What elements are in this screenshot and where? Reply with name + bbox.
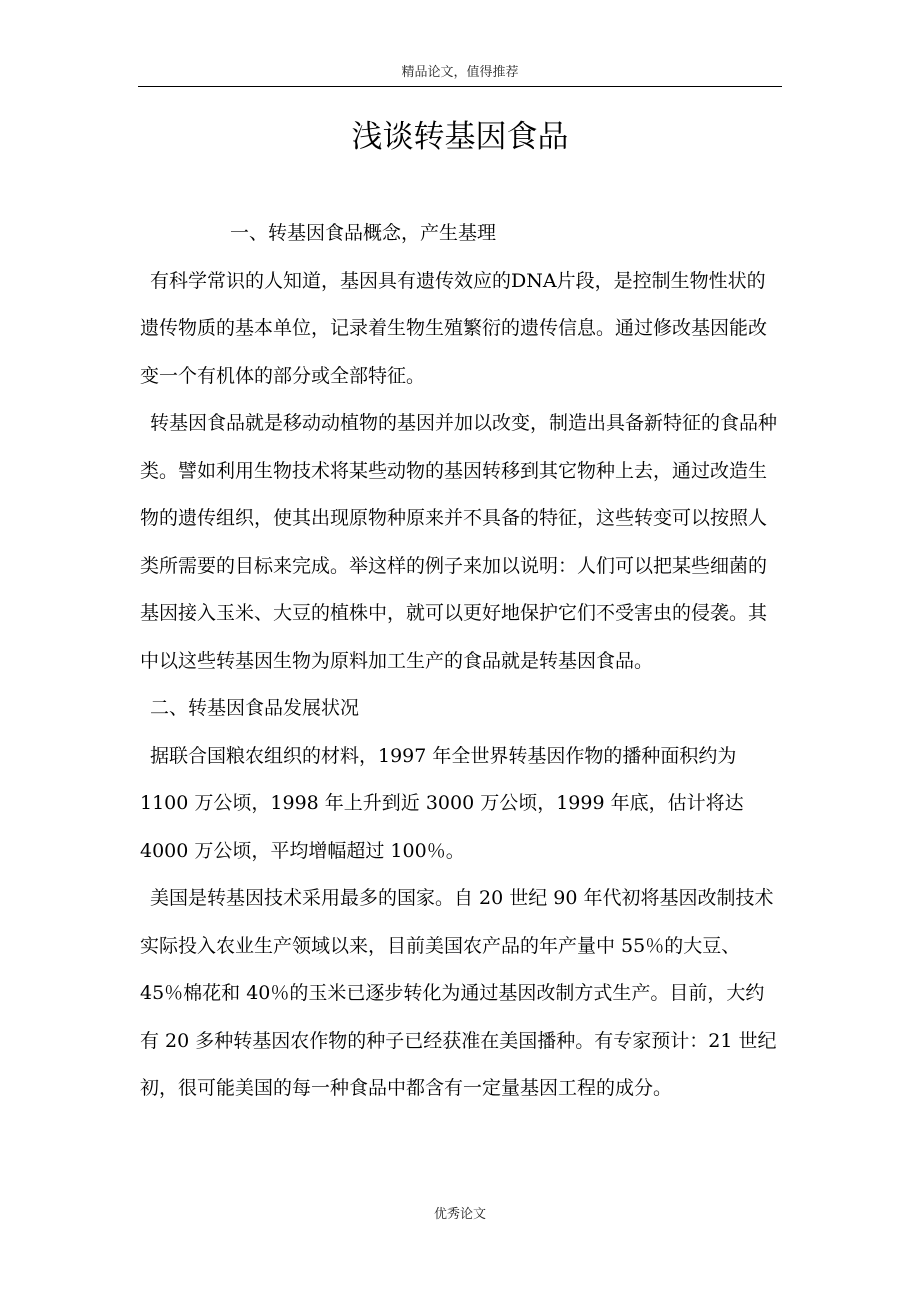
paragraph: 据联合国粮农组织的材料，1997 年全世界转基因作物的播种面积约为 1100 万公顷，1998 年上升到近 3000 万公顷，1999 年底，估计将达 4000 万公顷，平均增幅超过 100％。 xyxy=(140,744,744,862)
document-body xyxy=(140,210,782,1113)
page-footer: 优秀论文 xyxy=(433,1207,486,1222)
paragraph: 有科学常识的人知道，基因具有遗传效应的DNA片段，是控制生物性状的遗传物质的基本单位，记录着生物生殖繁衍的遗传信息。通过修改基因能改变一个有机体的部分或全部特征。 xyxy=(140,269,768,387)
section-heading-2: 二、转基因食品发展状况 xyxy=(150,697,360,719)
section-heading-1: 一、转基因食品概念，产生基理 xyxy=(230,222,497,244)
page-header: 精品论文，值得推荐 xyxy=(138,64,782,87)
page-title: 浅谈转基因食品 xyxy=(351,119,569,155)
paragraph: 转基因食品就是移动动植物的基因并加以改变，制造出具备新特征的食品种类。譬如利用生物技术将某些动物的基因转移到其它物种上去，通过改造生物的遗传组织，使其出现原物种原来并不具备的特征，这些转变可以按照人类所需要的目标来完成。举这样的例子来加以说明：人们可以把某些细菌的基因接入玉米、大豆的植株中，就可以更好地保护它们不受害虫的侵袭。其中以这些转基因生物为原料加工生产的食品就是转基因食品。 xyxy=(140,412,778,672)
paragraph: 美国是转基因技术采用最多的国家。自 20 世纪 90 年代初将基因改制技术实际投入农业生产领域以来，目前美国农产品的年产量中 55％的大豆、45％棉花和 40％的玉米已逐步转化为通过基因改制方式生产。目前，大约有 20 多种转基因农作物的种子已经获准在美国播种。有专家预计：21 世纪初，很可能美国的每一种食品中都含有一定量基因工程的成分。 xyxy=(140,887,777,1099)
